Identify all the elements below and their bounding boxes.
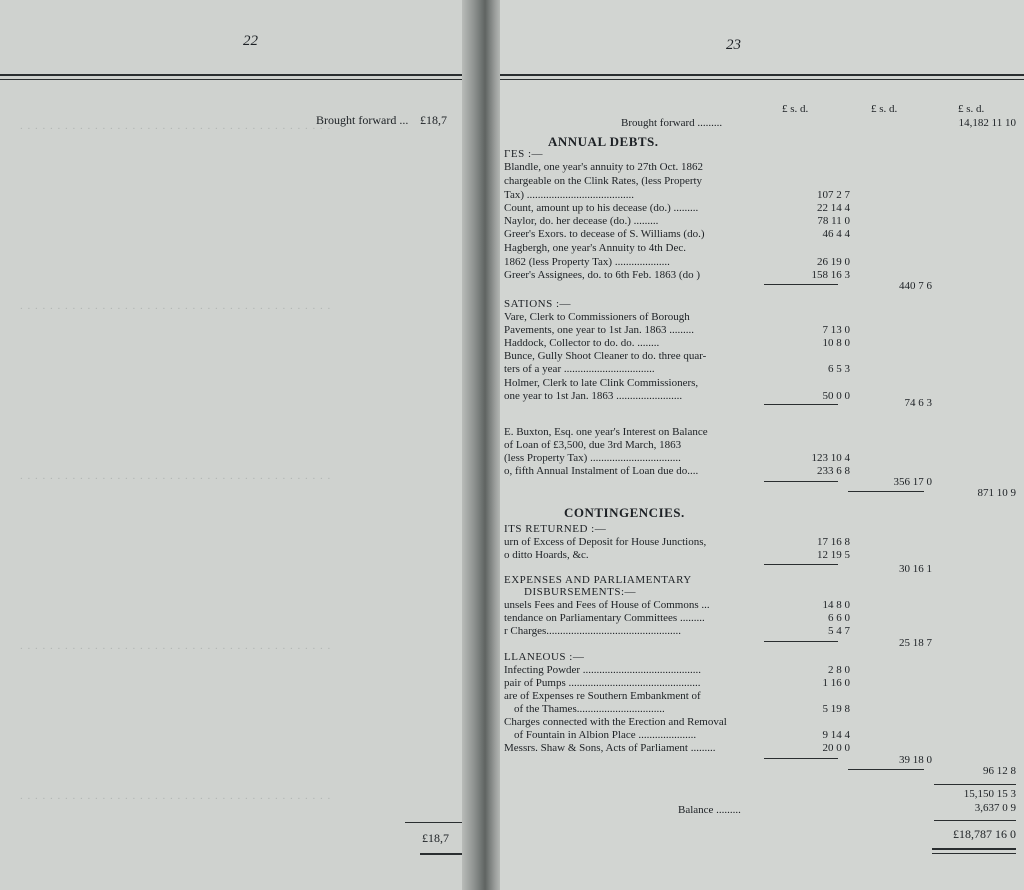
ledger-line: of Loan of £3,500, due 3rd March, 1863 [504, 439, 682, 451]
subtotal-rule [764, 404, 838, 405]
ledger-line: one year to 1st Jan. 1863 ........................ [504, 390, 683, 402]
total-double-rule [420, 853, 465, 855]
subtotal-rule [764, 564, 838, 565]
grand-total-amount: £18,787 16 0 [953, 827, 1016, 841]
ledger-line: urn of Excess of Deposit for House Junctions, [504, 536, 707, 548]
subheading-annuities: ΓES :— [504, 148, 544, 160]
column-header-1: £ s. d. [782, 103, 809, 115]
ledger-amount: 6 6 0 [828, 612, 850, 624]
subtotal-rule [764, 641, 838, 642]
bleed-through-text: . . . . . . . . . . . . . . . . . . . . . . . . . . . . . . . . . . . . . . . . . . [20, 120, 332, 132]
subtotal-rule [764, 481, 838, 482]
ledger-line: Holmer, Clerk to late Clink Commissioners, [504, 377, 699, 389]
ledger-line: Tax) ....................................... [504, 189, 634, 201]
ledger-line: Naylor, do. her decease (do.) ......... [504, 215, 659, 227]
ledger-amount: 123 10 4 [811, 452, 850, 464]
subtotal-amount: 440 7 6 [899, 280, 932, 292]
ledger-line: Haddock, Collector to do. do. ........ [504, 337, 660, 349]
ledger-amount: 22 14 4 [817, 202, 850, 214]
section-total-rule [848, 491, 924, 492]
brought-forward-value: 14,182 11 10 [958, 117, 1016, 129]
bleed-through-text: . . . . . . . . . . . . . . . . . . . . . . . . . . . . . . . . . . . . . . . . . . [20, 790, 332, 802]
ledger-amount: 50 0 0 [822, 390, 850, 402]
subheading-disbursements: DISBURSEMENTS:— [524, 586, 637, 598]
ledger-amount: 5 4 7 [828, 625, 850, 637]
ledger-line: are of Expenses re Southern Embankment of [504, 690, 701, 702]
book-gutter [462, 0, 504, 890]
ledger-line: Vare, Clerk to Commissioners of Borough [504, 311, 690, 323]
subheading-deposits: ITS RETURNED :— [504, 523, 607, 535]
ledger-line: Count, amount up to his decease (do.) ......... [504, 202, 699, 214]
ledger-amount: 6 5 3 [828, 363, 850, 375]
ledger-line: r Charges................................................. [504, 625, 682, 637]
ledger-line: Pavements, one year to 1st Jan. 1863 ......... [504, 324, 695, 336]
ledger-amount: 17 16 8 [817, 536, 850, 548]
column-header-2: £ s. d. [871, 103, 898, 115]
subtotal-amount: 30 16 1 [899, 563, 932, 575]
ledger-line: of Fountain in Albion Place ..................... [514, 729, 697, 741]
ledger-amount: 78 11 0 [817, 215, 850, 227]
header-rule [500, 74, 1024, 76]
subheading-miscellaneous: LLANEOUS :— [504, 651, 585, 663]
ledger-amount: 158 16 3 [811, 269, 850, 281]
ledger-amount: 46 4 4 [822, 228, 850, 240]
left-page [0, 0, 470, 890]
ledger-line: 1862 (less Property Tax) .................... [504, 256, 670, 268]
page-number-right: 23 [726, 37, 741, 53]
header-rule [0, 79, 470, 80]
section-heading-contingencies: CONTINGENCIES. [564, 505, 685, 520]
total-rule [405, 822, 465, 823]
grand-subtotal-rule [934, 784, 1016, 785]
bleed-through-text: . . . . . . . . . . . . . . . . . . . . . . . . . . . . . . . . . . . . . . . . . . [20, 300, 332, 312]
ledger-line: E. Buxton, Esq. one year's Interest on Balance [504, 426, 708, 438]
section-total-rule [848, 769, 924, 770]
ledger-line: chargeable on the Clink Rates, (less Property [504, 175, 703, 187]
page-number-left: 22 [243, 33, 258, 49]
bleed-through-text: . . . . . . . . . . . . . . . . . . . . . . . . . . . . . . . . . . . . . . . . . . [20, 640, 332, 652]
brought-forward-label: Brought forward ... [316, 113, 409, 127]
ledger-line: o ditto Hoards, &c. [504, 549, 589, 561]
subheading-parliamentary: EXPENSES AND PARLIAMENTARY [504, 574, 692, 586]
ledger-amount: 10 8 0 [822, 337, 850, 349]
ledger-line: Greer's Assignees, do. to 6th Feb. 1863 (do ) [504, 269, 700, 281]
grand-total-double-rule [932, 848, 1016, 850]
balance-amount: 3,637 0 9 [974, 802, 1016, 814]
brought-forward-label: Brought forward ......... [621, 117, 723, 129]
ledger-line: Blandle, one year's annuity to 27th Oct. 1862 [504, 161, 704, 173]
ledger-line: pair of Pumps ................................................ [504, 677, 701, 689]
ledger-amount: 26 19 0 [817, 256, 850, 268]
ledger-line: Hagbergh, one year's Annuity to 4th Dec. [504, 242, 687, 254]
ledger-amount: 1 16 0 [822, 677, 850, 689]
brought-forward-value: £18,7 [420, 113, 447, 127]
grand-subtotal-amount: 15,150 15 3 [963, 788, 1016, 800]
subtotal-amount: 25 18 7 [899, 637, 932, 649]
ledger-line: (less Property Tax) ................................. [504, 452, 681, 464]
section-total-amount: 96 12 8 [983, 765, 1016, 777]
ledger-amount: 2 8 0 [828, 664, 850, 676]
ledger-line: tendance on Parliamentary Committees ......... [504, 612, 705, 624]
grand-total-rule [934, 820, 1016, 821]
grand-total-double-rule [932, 853, 1016, 854]
right-page [500, 0, 1024, 890]
subheading-salaries: SATIONS :— [504, 298, 572, 310]
subtotal-amount: 356 17 0 [893, 476, 932, 488]
header-rule [0, 74, 470, 76]
header-rule [500, 79, 1024, 80]
ledger-line: Bunce, Gully Shoot Cleaner to do. three quar- [504, 350, 707, 362]
ledger-line: ters of a year ................................. [504, 363, 655, 375]
column-header-3: £ s. d. [958, 103, 985, 115]
section-heading-annual-debts: ANNUAL DEBTS. [548, 134, 659, 149]
ledger-line: of the Thames................................ [514, 703, 665, 715]
ledger-line: Charges connected with the Erection and Removal [504, 716, 727, 728]
ledger-amount: 12 19 5 [817, 549, 850, 561]
ledger-amount: 5 19 8 [822, 703, 850, 715]
ledger-amount: 14 8 0 [822, 599, 850, 611]
bleed-through-text: . . . . . . . . . . . . . . . . . . . . . . . . . . . . . . . . . . . . . . . . . . [20, 470, 332, 482]
ledger-amount: 20 0 0 [822, 742, 850, 754]
section-total-amount: 871 10 9 [977, 487, 1016, 499]
subtotal-rule [764, 284, 838, 285]
subtotal-amount: 74 6 3 [904, 397, 932, 409]
ledger-line: Infecting Powder ........................................... [504, 664, 702, 676]
balance-label: Balance ......... [678, 804, 741, 816]
ledger-line: Greer's Exors. to decease of S. Williams (do.) [504, 228, 705, 240]
ledger-line: o, fifth Annual Instalment of Loan due do.... [504, 465, 699, 477]
ledger-amount: 107 2 7 [817, 189, 850, 201]
ledger-amount: 233 6 8 [817, 465, 850, 477]
ledger-amount: 9 14 4 [822, 729, 850, 741]
subtotal-amount: 39 18 0 [899, 754, 932, 766]
ledger-line: unsels Fees and Fees of House of Commons ... [504, 599, 710, 611]
left-total-value: £18,7 [422, 831, 449, 845]
subtotal-rule [764, 758, 838, 759]
ledger-amount: 7 13 0 [822, 324, 850, 336]
ledger-line: Messrs. Shaw & Sons, Acts of Parliament ......... [504, 742, 716, 754]
